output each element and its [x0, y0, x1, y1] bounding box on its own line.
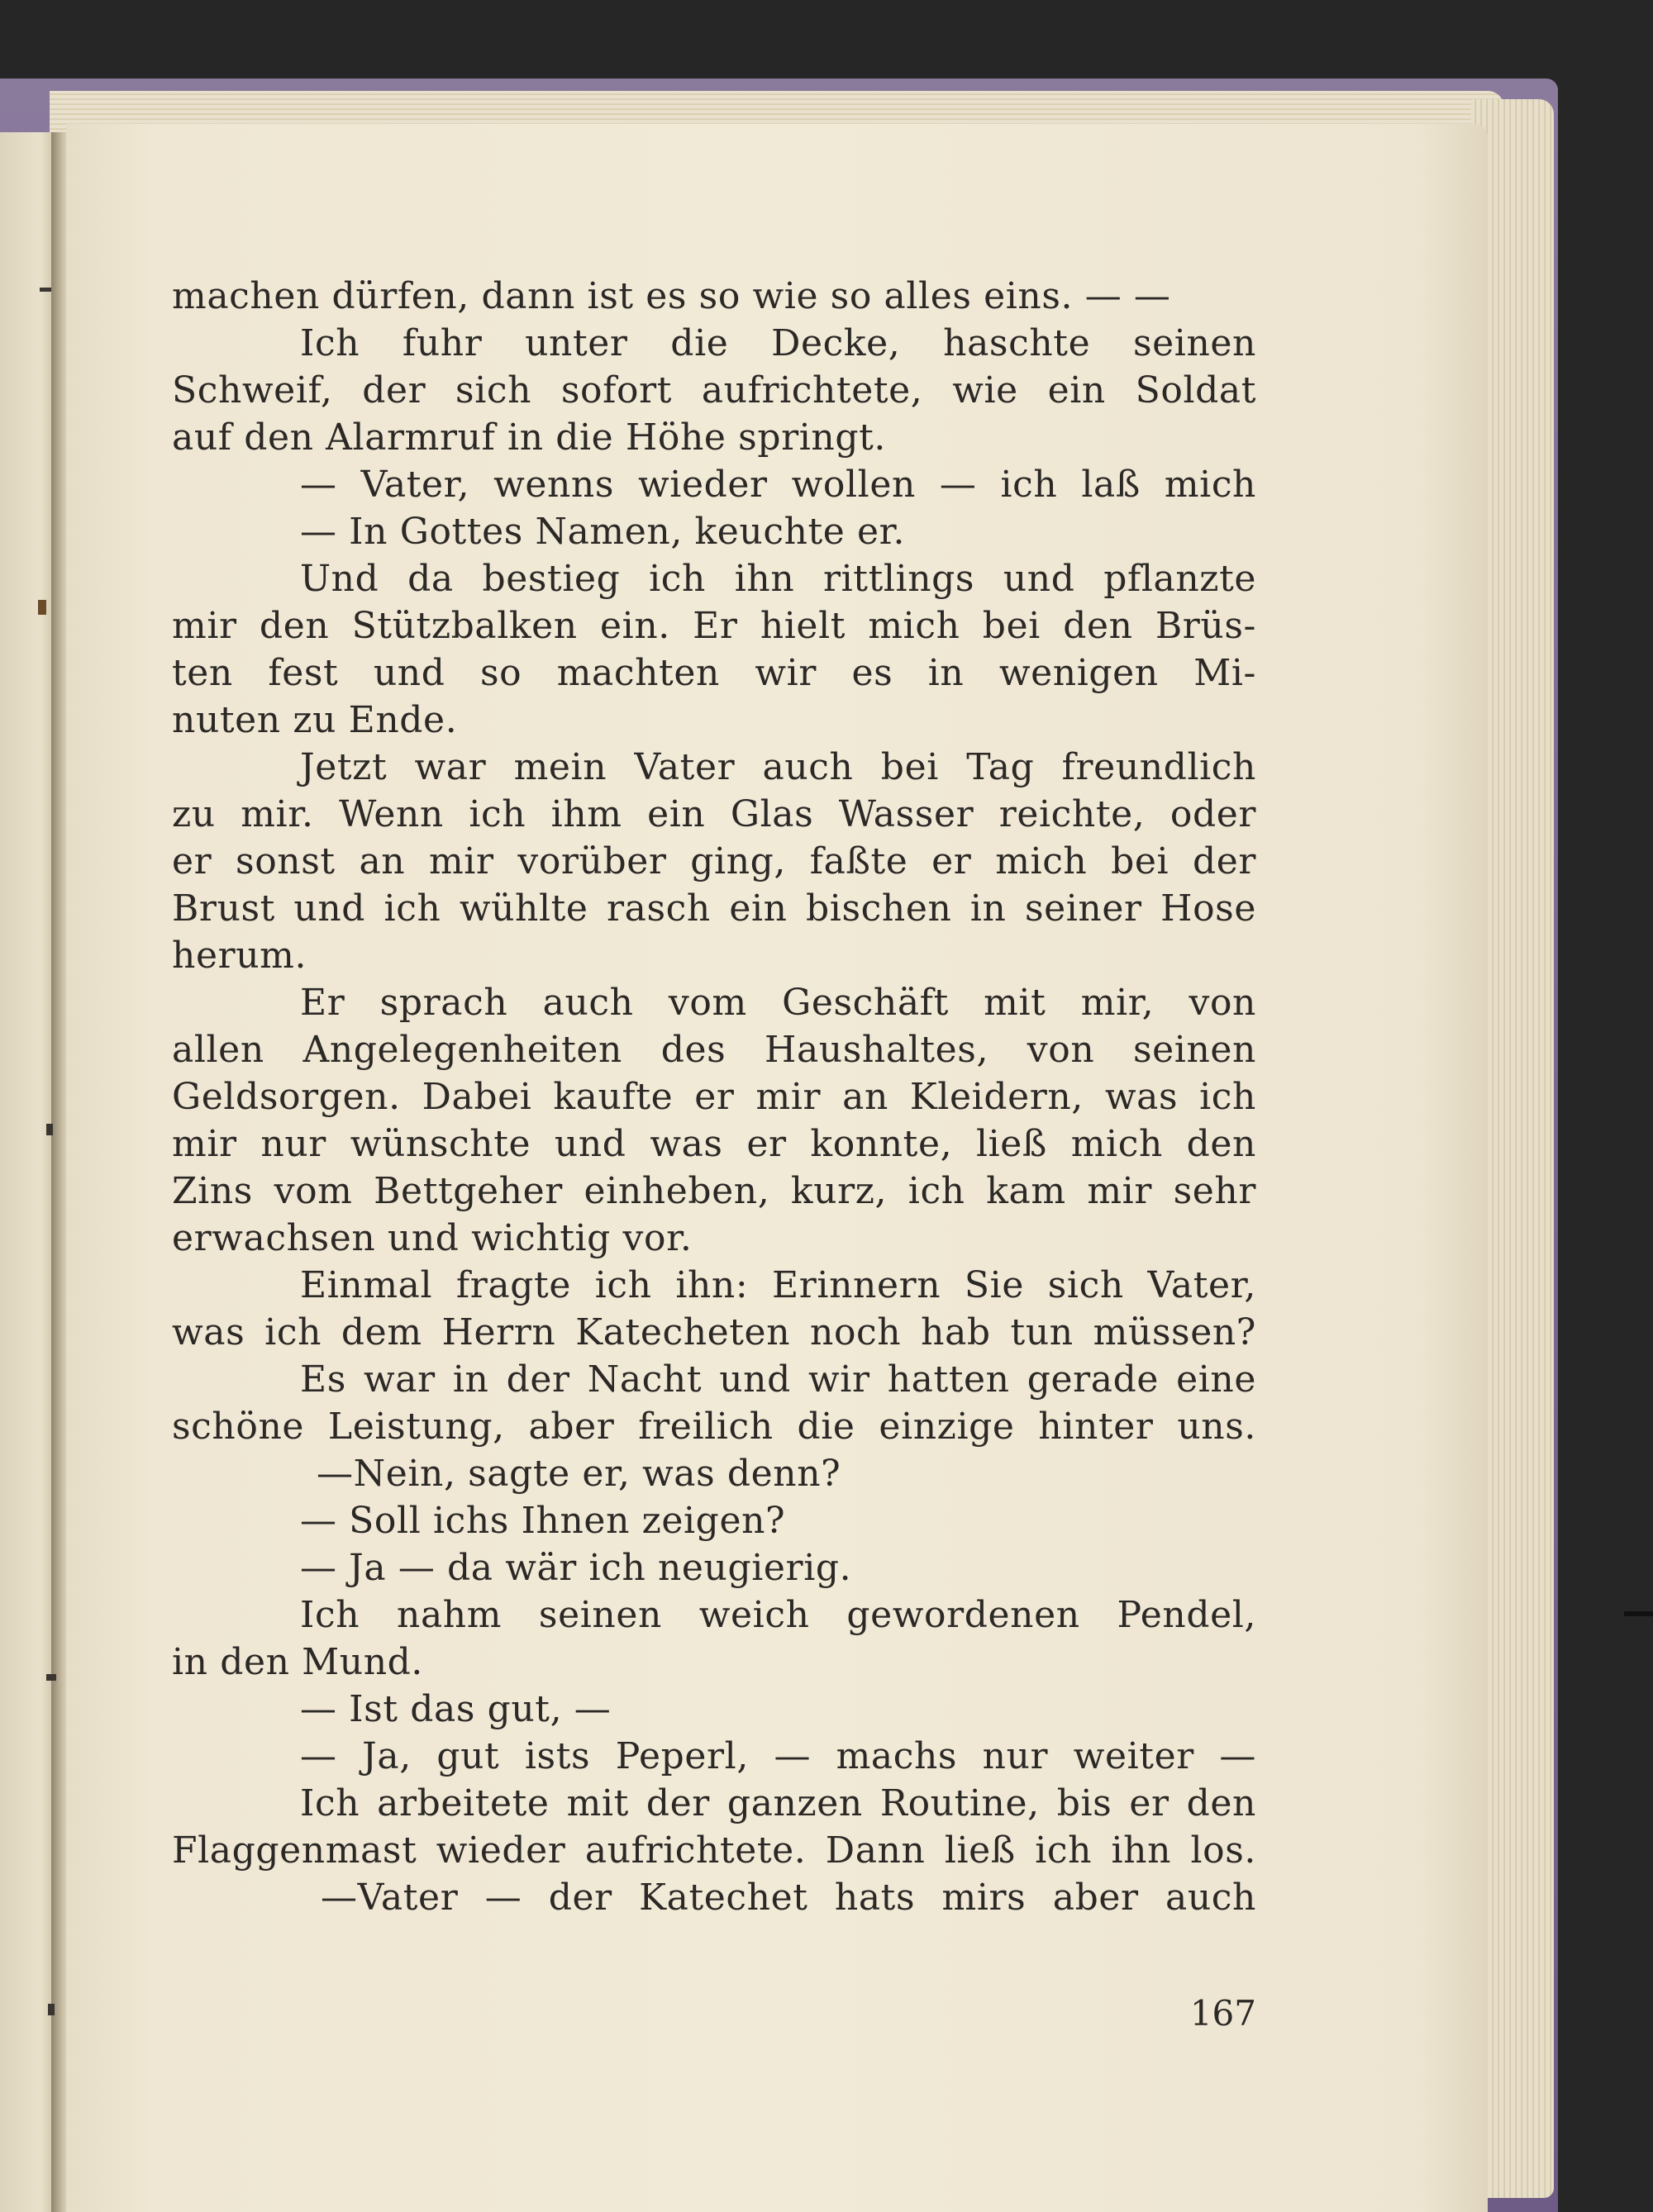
page-number: 167	[1189, 1993, 1256, 2034]
text-line: erwachsen und wichtig vor.	[172, 1217, 693, 1259]
page-text	[172, 273, 1256, 1921]
text-line: Geldsorgen. Dabei kaufte er mir an Kleidern, was ich	[172, 1076, 1256, 1118]
text-line: —Nein, sagte er, was denn?	[317, 1453, 841, 1495]
text-line: Schweif, der sich sofort aufrichtete, wie ein Soldat	[172, 369, 1256, 411]
text-line: Er sprach auch vom Geschäft mit mir, von	[300, 982, 1256, 1024]
text-line: Es war in der Nacht und wir hatten gerade eine	[300, 1358, 1256, 1401]
text-line: ten fest und so machten wir es in wenigen Mi-	[172, 652, 1256, 694]
page-mark	[46, 1674, 56, 1681]
text-line: Brust und ich wühlte rasch ein bischen in seiner Hose	[172, 887, 1256, 930]
page-mark	[1624, 1611, 1653, 1616]
text-line: — Soll ichs Ihnen zeigen?	[300, 1500, 786, 1542]
text-line: herum.	[172, 935, 307, 977]
page-mark	[38, 600, 46, 615]
text-line: mir nur wünschte und was er konnte, ließ mich den	[172, 1123, 1256, 1165]
page-mark	[46, 1124, 53, 1135]
text-line: — Ist das gut, —	[300, 1688, 612, 1730]
text-line: in den Mund.	[172, 1641, 424, 1683]
text-line: — Ja — da wär ich neugierig.	[300, 1547, 852, 1589]
facing-page	[0, 132, 58, 2212]
text-line: was ich dem Herrn Katecheten noch hab tun müssen?	[172, 1311, 1256, 1353]
text-line: mir den Stützbalken ein. Er hielt mich bei den Brüs-	[172, 605, 1256, 647]
text-line: — Vater, wenns wieder wollen — ich laß mich	[300, 464, 1256, 506]
text-line: allen Angelegenheiten des Haushaltes, von seinen	[172, 1029, 1256, 1071]
text-line: — Ja, gut ists Peperl, — machs nur weiter —	[300, 1735, 1256, 1777]
text-line: Ich fuhr unter die Decke, haschte seinen	[300, 322, 1256, 364]
text-line: nuten zu Ende.	[172, 699, 458, 741]
page-mark	[40, 288, 51, 292]
text-line: Ich arbeitete mit der ganzen Routine, bis er den	[300, 1782, 1256, 1824]
text-line: Jetzt war mein Vater auch bei Tag freundlich	[300, 746, 1256, 788]
text-line: Und da bestieg ich ihn rittlings und pflanzte	[300, 558, 1256, 600]
text-line: schöne Leistung, aber freilich die einzige hinter uns.	[172, 1406, 1256, 1448]
text-line: Zins vom Bettgeher einheben, kurz, ich kam mir sehr	[172, 1170, 1256, 1212]
text-line: auf den Alarmruf in die Höhe springt.	[172, 416, 886, 459]
text-line: Einmal fragte ich ihn: Erinnern Sie sich Vater,	[300, 1264, 1256, 1306]
text-line: Flaggenmast wieder aufrichtete. Dann ließ ich ihn los.	[172, 1829, 1256, 1872]
text-line: Ich nahm seinen weich gewordenen Pendel,	[300, 1594, 1256, 1636]
text-line: zu mir. Wenn ich ihm ein Glas Wasser reichte, oder	[172, 793, 1256, 835]
text-line: —Vater — der Katechet hats mirs aber auch	[321, 1877, 1256, 1919]
text-line: er sonst an mir vorüber ging, faßte er mich bei der	[172, 840, 1256, 882]
text-line: machen dürfen, dann ist es so wie so alles eins. — —	[172, 275, 1171, 317]
text-line: — In Gottes Namen, keuchte er.	[300, 511, 906, 553]
page-mark	[48, 2004, 55, 2015]
